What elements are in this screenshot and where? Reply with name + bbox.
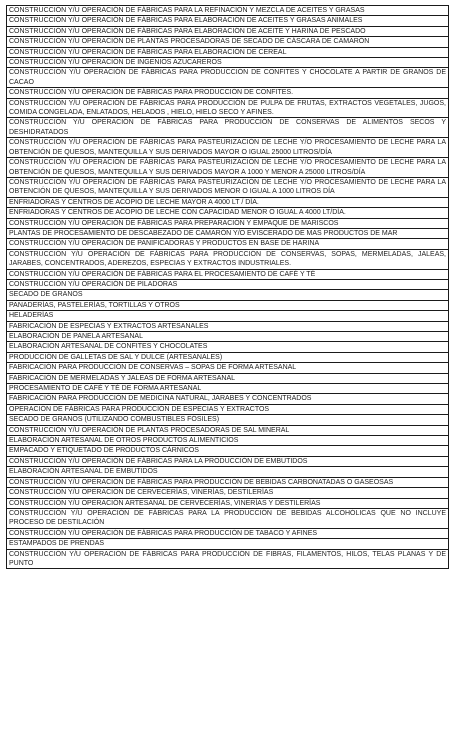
table-cell: PANADERÍAS, PASTELERÍAS, TORTILLAS Y OTROS	[7, 300, 449, 310]
table-row	[7, 279, 449, 289]
table-cell: CONSTRUCCIÓN Y/U OPERACIÓN DE PANIFICADORAS Y PRODUCTOS EN BASE DE HARINA	[7, 239, 449, 249]
table-row	[7, 456, 449, 466]
table-cell: CONSTRUCCIÓN Y/U OPERACIÓN DE FÁBRICAS PARA ELABORACIÓN DE ACEITES Y GRASAS ANIMALES	[7, 16, 449, 26]
table-row	[7, 549, 449, 569]
table-row	[7, 311, 449, 321]
table-cell: CONSTRUCCIÓN Y/U OPERACIÓN ARTESANAL DE CERVECERÍAS, VINERÍAS Y DESTILERÍAS	[7, 498, 449, 508]
table-cell: CONSTRUCCIÓN Y/U OPERACIÓN DE FÁBRICAS PARA PRODUCCIÓN DE CONSERVAS, SOPAS, MERMELADAS, JALEAS, JARABES, CONCENTRADOS, ADEREZOS, ESPECIAS Y EXTRACTOS INDUSTRIALES.	[7, 249, 449, 269]
table-cell: CONSTRUCCIÓN Y/U OPERACIÓN DE FÁBRICAS PARA PASTEURIZACIÓN DE LECHE Y/O PROCESAMIENTO DE LECHE PARA LA OBTENCIÓN DE QUESOS, MANTEQUILLA Y SUS DERIVADOS MENOR O IGUAL A 1000 LITROS DÍA	[7, 177, 449, 197]
table-row	[7, 269, 449, 279]
table-cell: ESTAMPADOS DE PRENDAS	[7, 539, 449, 549]
table-row	[7, 384, 449, 394]
table-cell: FABRICACIÓN PARA PRODUCCIÓN DE MEDICINA NATURAL, JARABES Y CONCENTRADOS	[7, 394, 449, 404]
table-cell: CONSTRUCCIÓN Y/U OPERACIÓN DE PLANTAS PROCESADORAS DE SAL MINERAL	[7, 425, 449, 435]
table-cell: PRODUCCIÓN DE GALLETAS DE SAL Y DULCE (ARTESANALES)	[7, 352, 449, 362]
table-row	[7, 88, 449, 98]
table-row	[7, 197, 449, 207]
table-row	[7, 228, 449, 238]
table-cell: CONSTRUCCIÓN Y/U OPERACIÓN DE FÁBRICAS PARA LA PRODUCCIÓN DE BEBIDAS ALCOHÓLICAS QUE NO INCLUYE PROCESO DE DESTILACIÓN	[7, 508, 449, 528]
table-cell: CONSTRUCCIÓN Y/U OPERACIÓN DE FÁBRICAS PARA ELABORACIÓN DE ACEITE Y HARINA DE PESCADO	[7, 26, 449, 36]
table-row	[7, 118, 449, 138]
table-cell: CONSTRUCCIÓN Y/U OPERACIÓN DE FÁBRICAS PARA LA REFINACIÓN Y MEZCLA DE ACEITES Y GRASAS	[7, 6, 449, 16]
table-row	[7, 158, 449, 178]
table-cell: CONSTRUCCIÓN Y/U OPERACIÓN DE FÁBRICAS PARA PREPARACIÓN Y EMPAQUE DE MARISCOS	[7, 218, 449, 228]
table-cell: SECADO DE GRANOS	[7, 290, 449, 300]
table-row	[7, 218, 449, 228]
table-row	[7, 352, 449, 362]
table-row	[7, 467, 449, 477]
table-row	[7, 488, 449, 498]
table-cell: CONSTRUCCIÓN Y/U OPERACIÓN DE FÁBRICAS PARA PASTEURIZACIÓN DE LECHE Y/O PROCESAMIENTO DE LECHE PARA LA OBTENCIÓN DE QUESOS, MANTEQUILLA Y SUS DERIVADOS MAYOR O IGUAL 25000 LITROS/DÍA	[7, 138, 449, 158]
table-row	[7, 26, 449, 36]
table-row	[7, 498, 449, 508]
table-cell: FABRICACIÓN DE MERMELADAS Y JALEAS DE FORMA ARTESANAL	[7, 373, 449, 383]
table-row	[7, 342, 449, 352]
table-cell: CONSTRUCCIÓN Y/U OPERACIÓN DE FÁBRICAS PARA PRODUCCIÓN DE FIBRAS, FILAMENTOS, HILOS, TELAS PLANAS Y DE PUNTO	[7, 549, 449, 569]
table-cell: OPERACIÓN DE FÁBRICAS PARA PRODUCCIÓN DE ESPECIAS Y EXTRACTOS	[7, 404, 449, 414]
table-row	[7, 68, 449, 88]
table-cell: CONSTRUCCIÓN Y/U OPERACIÓN DE FÁBRICAS PARA PASTEURIZACIÓN DE LECHE Y/O PROCESAMIENTO DE LECHE PARA LA OBTENCIÓN DE QUESOS, MANTEQUILLA Y SUS DERIVADOS MAYOR A 1000 Y MENOR A 25000 LITROS/DÍA	[7, 158, 449, 178]
table-row	[7, 373, 449, 383]
table-row	[7, 539, 449, 549]
table-cell: ENFRIADORAS Y CENTROS DE ACOPIO DE LECHE CON CAPACIDAD MENOR O IGUAL A 4000 LT/DÍA.	[7, 208, 449, 218]
table-row	[7, 332, 449, 342]
activities-table	[6, 5, 449, 569]
table-row	[7, 47, 449, 57]
table-cell: EMPACADO Y ETIQUETADO DE PRODUCTOS CÁRNICOS	[7, 446, 449, 456]
table-cell: CONSTRUCCIÓN Y/U OPERACIÓN DE CERVECERÍAS, VINERÍAS, DESTILERÍAS	[7, 488, 449, 498]
table-row	[7, 239, 449, 249]
table-cell: FABRICACIÓN PARA PRODUCCIÓN DE CONSERVAS – SOPAS DE FORMA ARTESANAL	[7, 363, 449, 373]
table-cell: CONSTRUCCIÓN Y/U OPERACIÓN DE PILADORAS	[7, 279, 449, 289]
table-cell: ENFRIADORAS Y CENTROS DE ACOPIO DE LECHE MAYOR A 4000 LT / DÍA.	[7, 197, 449, 207]
table-cell: FABRICACIÓN DE ESPECIAS Y EXTRACTOS ARTESANALES	[7, 321, 449, 331]
table-cell: CONSTRUCCIÓN Y/U OPERACIÓN DE FÁBRICAS PARA EL PROCESAMIENTO DE CAFÉ Y TÉ	[7, 269, 449, 279]
table-row	[7, 363, 449, 373]
table-row	[7, 16, 449, 26]
table-cell: ELABORACIÓN ARTESANAL DE EMBUTIDOS	[7, 467, 449, 477]
table-row	[7, 98, 449, 118]
table-cell: CONSTRUCCIÓN Y/U OPERACIÓN DE FÁBRICAS PARA LA PRODUCCIÓN DE EMBUTIDOS	[7, 456, 449, 466]
table-row	[7, 436, 449, 446]
table-cell: CONSTRUCCIÓN Y/U OPERACIÓN DE PLANTAS PROCESADORAS DE SECADO DE CÁSCARA DE CAMARÓN	[7, 37, 449, 47]
table-row	[7, 290, 449, 300]
table-row	[7, 404, 449, 414]
table-cell: SECADO DE GRANOS (UTILIZANDO COMBUSTIBLES FÓSILES)	[7, 415, 449, 425]
table-row	[7, 508, 449, 528]
table-cell: CONSTRUCCIÓN Y/U OPERACIÓN DE FÁBRICAS PARA PRODUCCIÓN DE TABACO Y AFINES	[7, 528, 449, 538]
table-row	[7, 249, 449, 269]
table-row	[7, 208, 449, 218]
table-cell: CONSTRUCCIÓN Y/U OPERACIÓN DE FÁBRICAS PARA PRODUCCIÓN DE CONSERVAS DE ALIMENTOS SECOS Y DESHIDRATADOS	[7, 118, 449, 138]
table-row	[7, 37, 449, 47]
table-cell: CONSTRUCCIÓN Y/U OPERACIÓN DE FÁBRICAS PARA PRODUCCIÓN DE CONFITES Y CHOCOLATE A PARTIR DE GRANOS DE CACAO	[7, 68, 449, 88]
table-row	[7, 177, 449, 197]
table-cell: ELABORACIÓN DE PANELA ARTESANAL	[7, 332, 449, 342]
table-row	[7, 477, 449, 487]
table-row	[7, 425, 449, 435]
table-row	[7, 446, 449, 456]
table-cell: ELABORACIÓN ARTESANAL DE CONFITES Y CHOCOLATES	[7, 342, 449, 352]
table-cell: CONSTRUCCIÓN Y/U OPERACIÓN DE FÁBRICAS PARA PRODUCCIÓN DE PULPA DE FRUTAS, EXTRACTOS VEGETALES, JUGOS, COMIDA CONGELADA, ENLATADOS, HELADOS , HIELO, HIELO SECO Y AFINES.	[7, 98, 449, 118]
table-row	[7, 300, 449, 310]
table-cell: CONSTRUCCIÓN Y/U OPERACIÓN DE FÁBRICAS PARA ELABORACIÓN DE CEREAL	[7, 47, 449, 57]
table-row	[7, 394, 449, 404]
table-cell: CONSTRUCCIÓN Y/U OPERACIÓN DE FÁBRICAS PARA PRODUCCIÓN DE BEBIDAS CARBONATADAS O GASEOSAS	[7, 477, 449, 487]
table-cell: CONSTRUCCIÓN Y/U OPERACIÓN DE INGENIOS AZUCAREROS	[7, 58, 449, 68]
table-row	[7, 58, 449, 68]
table-cell: PROCESAMIENTO DE CAFÉ Y TÉ DE FORMA ARTESANAL	[7, 384, 449, 394]
table-row	[7, 415, 449, 425]
table-row	[7, 321, 449, 331]
table-cell: CONSTRUCCIÓN Y/U OPERACIÓN DE FÁBRICAS PARA PRODUCCIÓN DE CONFITES.	[7, 88, 449, 98]
table-cell: HELADERÍAS	[7, 311, 449, 321]
table-row	[7, 528, 449, 538]
table-cell: PLANTAS DE PROCESAMIENTO DE DESCABEZADO DE CAMARÓN Y/O EVISCERADO DE MAS PRODUCTOS DE MAR	[7, 228, 449, 238]
table-cell: ELABORACIÓN ARTESANAL DE OTROS PRODUCTOS ALIMENTICIOS	[7, 436, 449, 446]
table-row	[7, 6, 449, 16]
table-row	[7, 138, 449, 158]
